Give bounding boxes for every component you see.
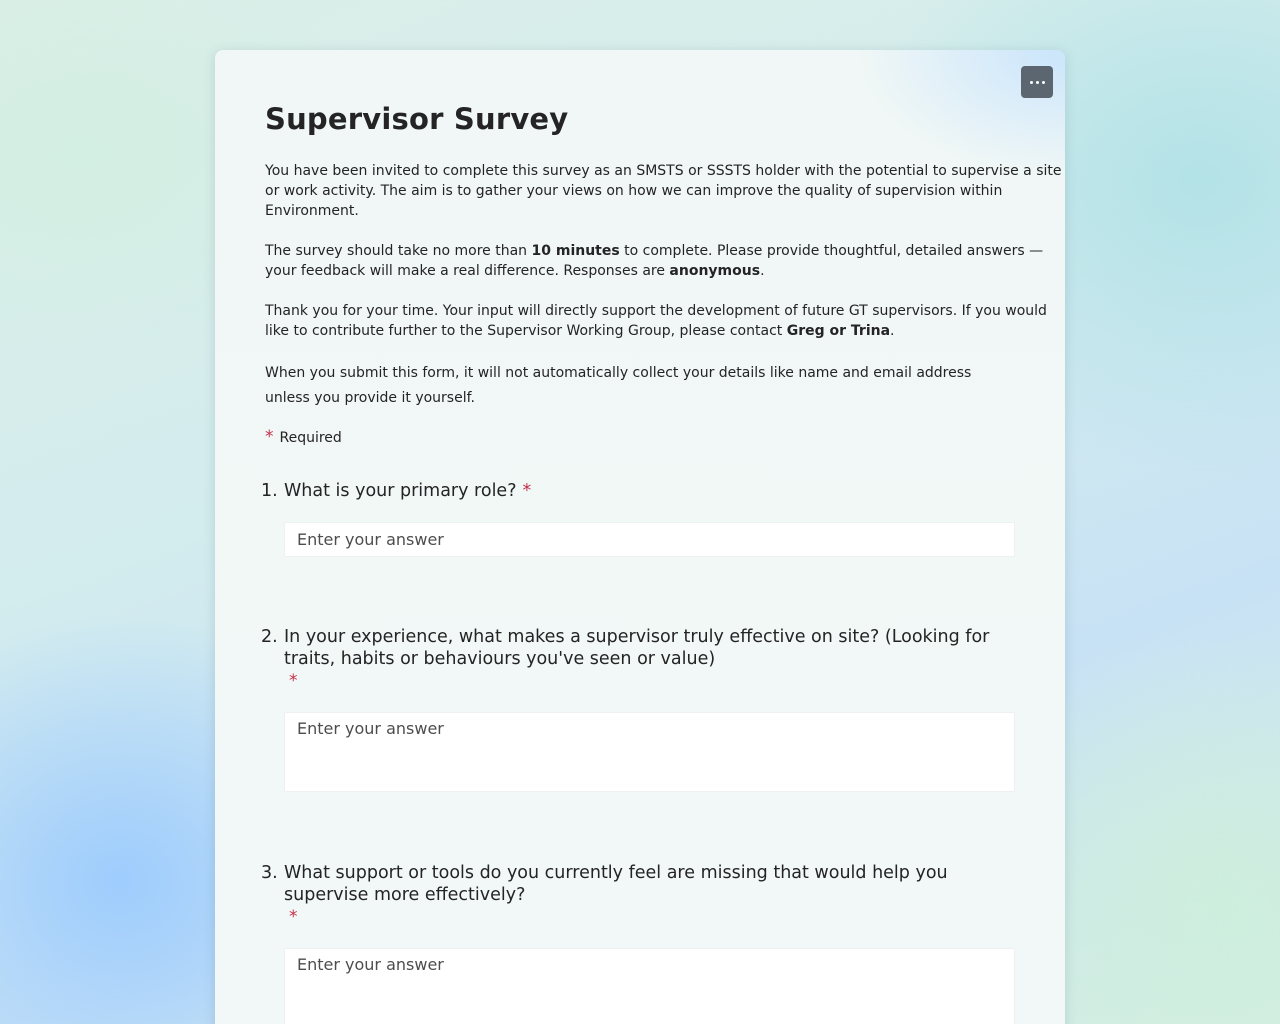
required-star: * bbox=[289, 671, 298, 691]
intro-anonymous: anonymous bbox=[669, 263, 761, 279]
question-title: What support or tools do you currently feel are missing that would help you supervise more effectively? bbox=[284, 863, 948, 905]
required-label: Required bbox=[279, 430, 342, 446]
question-3 bbox=[261, 862, 1021, 928]
required-star: * bbox=[265, 427, 274, 447]
form-description bbox=[265, 161, 1065, 361]
question-number: 3. bbox=[261, 863, 278, 883]
privacy-note: When you submit this form, it will not automatically collect your details like name and email address unless you provide it yourself. bbox=[265, 365, 972, 406]
question-1-header bbox=[261, 480, 1021, 502]
intro-text: Thank you for your time. Your input will directly support the development of future GT supervisors. If you would like to contribute further to the Supervisor Working Group, please contact bbox=[265, 303, 1047, 339]
form-title: Supervisor Survey bbox=[265, 102, 569, 136]
intro-paragraph-1: You have been invited to complete this survey as an SMSTS or SSSTS holder with the potential to supervise a site or work activity. The aim is to gather your views on how we can improve the quality of supervision within Environment. bbox=[265, 163, 1062, 219]
question-title: In your experience, what makes a supervisor truly effective on site? (Looking for traits, habits or behaviours you've seen or value) bbox=[284, 627, 990, 669]
required-star: * bbox=[522, 481, 532, 501]
intro-text: The survey should take no more than bbox=[265, 243, 532, 259]
question-3-header bbox=[261, 862, 1021, 906]
intro-text: to complete. Please provide thoughtful, detailed answers — your feedback will make a real difference. Responses are bbox=[265, 243, 1044, 279]
required-star: * bbox=[289, 907, 298, 927]
question-2-answer-textarea[interactable] bbox=[284, 712, 1015, 792]
more-options-icon-dot bbox=[1042, 81, 1045, 84]
intro-text: . bbox=[760, 263, 765, 279]
more-options-icon bbox=[1030, 81, 1033, 84]
question-title: What is your primary role? bbox=[284, 481, 517, 501]
more-options-button[interactable] bbox=[1021, 66, 1053, 98]
intro-duration: 10 minutes bbox=[531, 243, 620, 259]
form-card bbox=[215, 50, 1065, 1024]
intro-paragraph-2 bbox=[265, 241, 1065, 281]
required-legend bbox=[265, 427, 342, 447]
intro-paragraph-3 bbox=[265, 301, 1065, 341]
question-3-answer-textarea[interactable] bbox=[284, 948, 1015, 1024]
intro-contacts: Greg or Trina bbox=[786, 323, 891, 339]
question-number: 1. bbox=[261, 481, 278, 501]
question-1-answer-input[interactable] bbox=[284, 522, 1015, 557]
question-number: 2. bbox=[261, 627, 278, 647]
question-1 bbox=[261, 480, 1021, 502]
question-2-header bbox=[261, 626, 1021, 670]
intro-text: . bbox=[890, 323, 895, 339]
more-options-icon-dot bbox=[1036, 81, 1039, 84]
question-title-wrap bbox=[284, 480, 1021, 502]
question-2 bbox=[261, 626, 1021, 692]
